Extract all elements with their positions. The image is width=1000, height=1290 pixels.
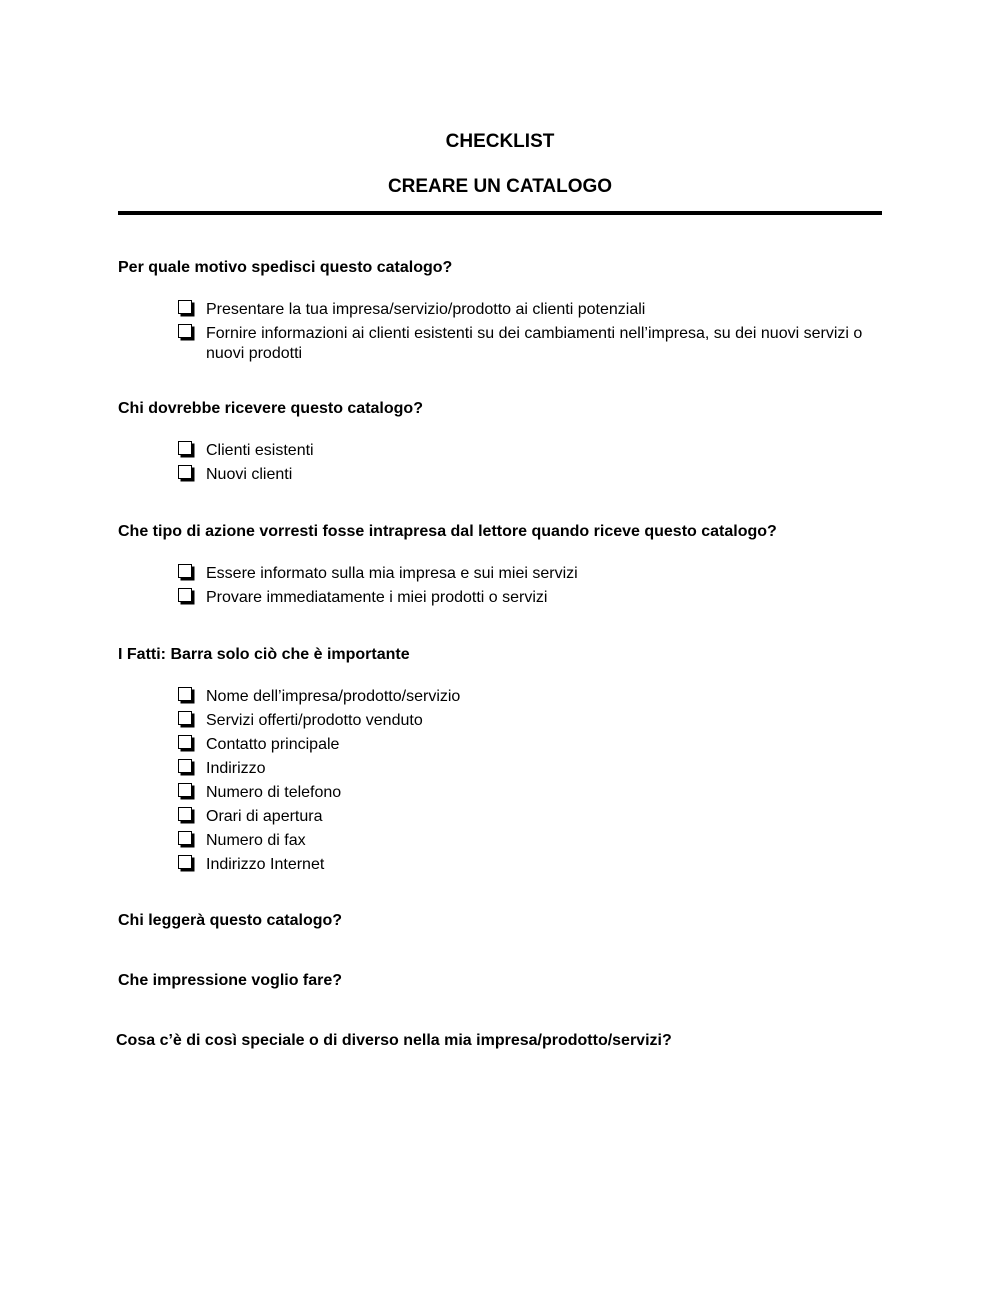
question-special: Cosa c’è di così speciale o di diverso nella mia impresa/prodotto/servizi? <box>116 1032 672 1049</box>
item-label: Essere informato sulla mia impresa e sui miei servizi <box>206 565 578 582</box>
title-divider <box>118 211 882 215</box>
question-facts: I Fatti: Barra solo ciò che è importante <box>118 646 410 663</box>
checkbox-icon[interactable] <box>178 735 192 749</box>
item-label: Numero di fax <box>206 832 306 849</box>
checkbox-icon[interactable] <box>178 759 192 773</box>
checkbox-icon[interactable] <box>178 564 192 578</box>
item-label: Provare immediatamente i miei prodotti o servizi <box>206 589 548 606</box>
list-item[interactable] <box>178 807 888 827</box>
item-label: Indirizzo <box>206 760 266 777</box>
list-item[interactable] <box>178 735 888 755</box>
list-item[interactable] <box>178 783 888 803</box>
list-item[interactable] <box>178 711 888 731</box>
checkbox-icon[interactable] <box>178 465 192 479</box>
page-title: CHECKLIST <box>445 131 555 152</box>
list-item[interactable] <box>178 855 888 875</box>
item-label: Contatto principale <box>206 736 340 753</box>
item-label: Nuovi clienti <box>206 466 293 483</box>
question-impression: Che impressione voglio fare? <box>118 972 343 989</box>
item-label: Nome dell’impresa/prodotto/servizio <box>206 688 461 705</box>
question-action: Che tipo di azione vorresti fosse intrapresa dal lettore quando riceve questo catalogo? <box>118 523 777 540</box>
list-item[interactable] <box>178 588 888 608</box>
list-item[interactable] <box>178 687 888 707</box>
checkbox-icon[interactable] <box>178 441 192 455</box>
list-item[interactable] <box>178 324 888 364</box>
checkbox-icon[interactable] <box>178 807 192 821</box>
list-item[interactable] <box>178 300 888 320</box>
question-recipients: Chi dovrebbe ricevere questo catalogo? <box>118 400 423 417</box>
checklist-recipients <box>178 441 888 489</box>
checkbox-icon[interactable] <box>178 687 192 701</box>
question-readers: Chi leggerà questo catalogo? <box>118 912 343 929</box>
checklist-action <box>178 564 888 612</box>
checkbox-icon[interactable] <box>178 783 192 797</box>
checkbox-icon[interactable] <box>178 711 192 725</box>
item-label: Fornire informazioni ai clienti esistenti su dei cambiamenti nell’impresa, su dei nuovi servizi o nuovi prodotti <box>206 325 863 362</box>
list-item[interactable] <box>178 465 888 485</box>
item-label: Presentare la tua impresa/servizio/prodotto ai clienti potenziali <box>206 301 646 318</box>
item-label: Numero di telefono <box>206 784 342 801</box>
page-subtitle: CREARE UN CATALOGO <box>387 176 613 197</box>
checkbox-icon[interactable] <box>178 588 192 602</box>
checklist-purpose <box>178 300 888 368</box>
checkbox-icon[interactable] <box>178 324 192 338</box>
checkbox-icon[interactable] <box>178 300 192 314</box>
item-label: Servizi offerti/prodotto venduto <box>206 712 423 729</box>
checkbox-icon[interactable] <box>178 831 192 845</box>
item-label: Indirizzo Internet <box>206 856 325 873</box>
list-item[interactable] <box>178 564 888 584</box>
list-item[interactable] <box>178 759 888 779</box>
item-label: Orari di apertura <box>206 808 323 825</box>
checklist-facts <box>178 687 888 879</box>
checkbox-icon[interactable] <box>178 855 192 869</box>
list-item[interactable] <box>178 441 888 461</box>
item-label: Clienti esistenti <box>206 442 314 459</box>
list-item[interactable] <box>178 831 888 851</box>
question-purpose: Per quale motivo spedisci questo catalogo? <box>118 259 453 276</box>
